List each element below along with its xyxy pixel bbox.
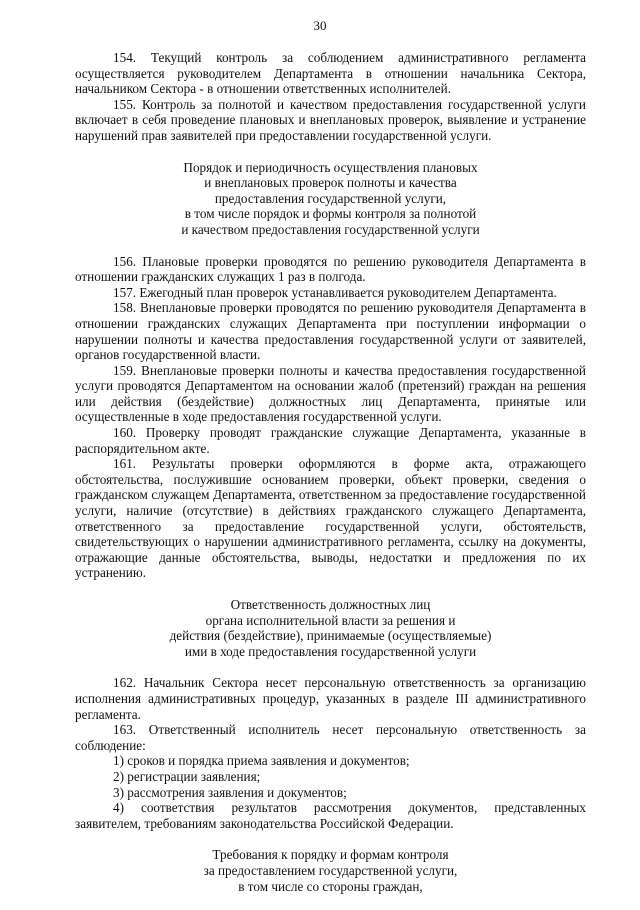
- paragraph: 1) сроков и порядка приема заявления и документов;: [113, 753, 410, 769]
- paragraph: 159. Внеплановые проверки полноты и качества предоставления государственной услуги проводятся Департаментом на основании жалоб (претензий) граждан на решения или действия (бездействие) должностных лиц Департамента, принятые или осуществленные в ходе предоставления государственной услуги.: [75, 362, 586, 425]
- page-number: 30: [313, 18, 327, 33]
- paragraph: 160. Проверку проводят гражданские служащие Департамента, указанные в распорядительном акте.: [75, 425, 586, 456]
- section-heading: [75, 847, 586, 894]
- paragraph: 162. Начальник Сектора несет персональную ответственность за организацию исполнения административных процедур, указанных в разделе III административного регламента.: [75, 675, 586, 722]
- section-heading-line: действия (бездействие), принимаемые (осуществляемые): [169, 628, 492, 644]
- paragraph: 4) соответствия результатов рассмотрения документов, представленных заявителем, требованиям законодательства Российской Федерации.: [75, 800, 586, 831]
- document-body: [75, 50, 586, 910]
- paragraph: 158. Внеплановые проверки проводятся по решению руководителя Департамента в отношении гражданских служащих Департамента при поступлении информации о нарушении полноты и качества предоставления государственной услуги от заявителей, органов государственной власти.: [75, 300, 586, 363]
- section-heading-line: предоставления государственной услуги,: [214, 190, 447, 206]
- section-heading-line: Требования к порядку и формам контроля: [212, 847, 449, 863]
- section-heading-line: Ответственность должностных лиц: [230, 597, 431, 612]
- section-heading-line: Порядок и периодичность осуществления плановых: [183, 159, 478, 175]
- paragraph: 163. Ответственный исполнитель несет персональную ответственность за соблюдение:: [75, 722, 586, 753]
- paragraph: 2) регистрации заявления;: [113, 768, 261, 784]
- section-heading-line: ими в ходе предоставления государственной услуги: [184, 643, 477, 659]
- section-heading-line: органа исполнительной власти за решения и: [205, 612, 456, 628]
- section-heading-line: в том числе порядок и формы контроля за полнотой: [184, 206, 477, 222]
- paragraph: 157. Ежегодный план проверок устанавливается руководителем Департамента.: [113, 284, 557, 300]
- section-heading-line: в том числе со стороны граждан,: [238, 878, 423, 894]
- paragraph: 155. Контроль за полнотой и качеством предоставления государственной услуги включает в себя проведение плановых и внеплановых проверок, выявление и устранение нарушений прав заявителей при предоставлении государственной услуги.: [75, 96, 586, 143]
- section-heading-line: и качеством предоставления государственной услуги: [181, 221, 480, 237]
- section-heading-line: за предоставлением государственной услуги,: [203, 862, 458, 878]
- paragraph: 156. Плановые проверки проводятся по решению руководителя Департамента в отношении гражданских служащих 1 раз в полгода.: [75, 253, 586, 285]
- section-heading: [75, 160, 586, 238]
- section-heading-line: и внеплановых проверок полноты и качества: [204, 175, 457, 191]
- section-heading: [75, 597, 586, 659]
- paragraph: 161. Результаты проверки оформляются в форме акта, отражающего обстоятельства, послужившие основанием проверки, объект проверки, сведения о гражданском служащем Департамента, ответственном за предоставление государственной услуги, наличие (отсутствие) в действиях гражданского служащего Департамента, ответственного за предоставление государственной услуги, обстоятельств, свидетельствующих о нарушении административного регламента, ссылку на документы, отражающие данные обстоятельства, выводы, недостатки и предложения по их устранению.: [75, 456, 586, 581]
- paragraph: 3) рассмотрения заявления и документов;: [113, 784, 347, 800]
- paragraph: 154. Текущий контроль за соблюдением административного регламента осуществляется руководителем Департамента в отношении начальника Сектора, начальником Сектора - в отношении ответственных исполнителей.: [75, 50, 586, 97]
